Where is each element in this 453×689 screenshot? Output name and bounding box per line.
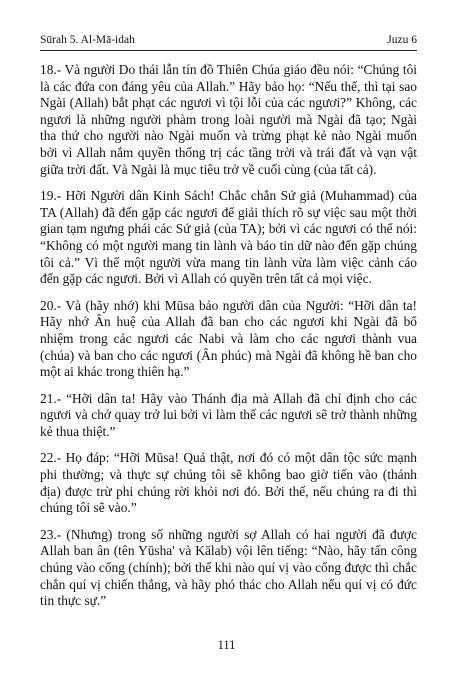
verse-22: 22.- Họ đáp: “Hỡi Mūsa! Quả thật, nơi đó có một dân tộc sức mạnh phi thường; và thực sự chúng tôi sẽ không bao giờ tiến vào (thánh địa) được trừ phi chúng rời khỏi nơi đó. Bởi thế, nếu chúng ra đi thì chúng tôi sẽ vào.”	[40, 450, 417, 516]
verse-23: 23.- (Nhưng) trong số những người sợ Allah có hai người đã được Allah ban ân (tên Yūsha' và Kālab) vội lên tiếng: “Nào, hãy tấn công chúng vào cổng (chính); bởi thế khi nào quí vị vào cổng được thì chắc chắn quí vị chiến thắng, và hãy phó thác cho Allah nếu quí vị có đức tin thực sự.”	[40, 526, 417, 609]
verse-19: 19.- Hỡi Người dân Kinh Sách! Chắc chắn Sứ giả (Muhammad) của TA (Allah) đã đến gặp các ngươi để giải thích rõ sự việc sau một thời gian tạm ngưng phái các Sứ giả (của TA); bởi vì các ngươi có thể nói: “Không có một người mang tin lành và báo tin dữ nào đến gặp chúng tôi cả.” Vì thế một người vừa mang tin lành vừa làm việc cảnh cáo đến gặp các ngươi. Bởi vì Allah có quyền trên tất cả mọi việc.	[40, 188, 417, 287]
verse-21: 21.- “Hỡi dân ta! Hãy vào Thánh địa mà Allah đã chỉ định cho các ngươi và chớ quay trở lui bởi vì làm thế các ngươi sẽ trở thành những kẻ thua thiệt.”	[40, 390, 417, 439]
page-number: 111	[217, 638, 236, 652]
juzu-label: Juzu 6	[387, 34, 417, 46]
running-header	[40, 30, 417, 51]
verse-18: 18.- Và người Do thái lẫn tín đồ Thiên Chúa giáo đều nói: “Chúng tôi là các đứa con đáng yêu của Allah.” Hãy bảo họ: “Nếu thế, thì tại sao Ngài (Allah) bắt phạt các ngươi vì tội lỗi của các ngươi?” Không, các ngươi là những người phàm trong loài người mà Ngài đã tạo; Ngài tha thứ cho người nào Ngài muốn và trừng phạt kẻ nào Ngài muốn bởi vì Allah nắm quyền thống trị các tầng trời và trái đất và vạn vật giữa trời đất. Và Ngài là mục tiêu trở về cuối cùng (của tất cả).	[40, 62, 417, 177]
verse-20: 20.- Và (hãy nhớ) khi Mūsa bảo người dân của Người: “Hỡi dân ta! Hãy nhớ Ân huệ của Allah đã ban cho các ngươi khi Ngài đã bổ nhiệm trong các ngươi các Nabi và làm cho các ngươi thành vua (chúa) và ban cho các ngươi (Ân phúc) mà Ngài đã không hề ban cho một ai khác trong thiên hạ.”	[40, 297, 417, 380]
page-body	[40, 62, 417, 620]
surah-title: Sūrah 5. Al-Mā-idah	[40, 34, 135, 46]
